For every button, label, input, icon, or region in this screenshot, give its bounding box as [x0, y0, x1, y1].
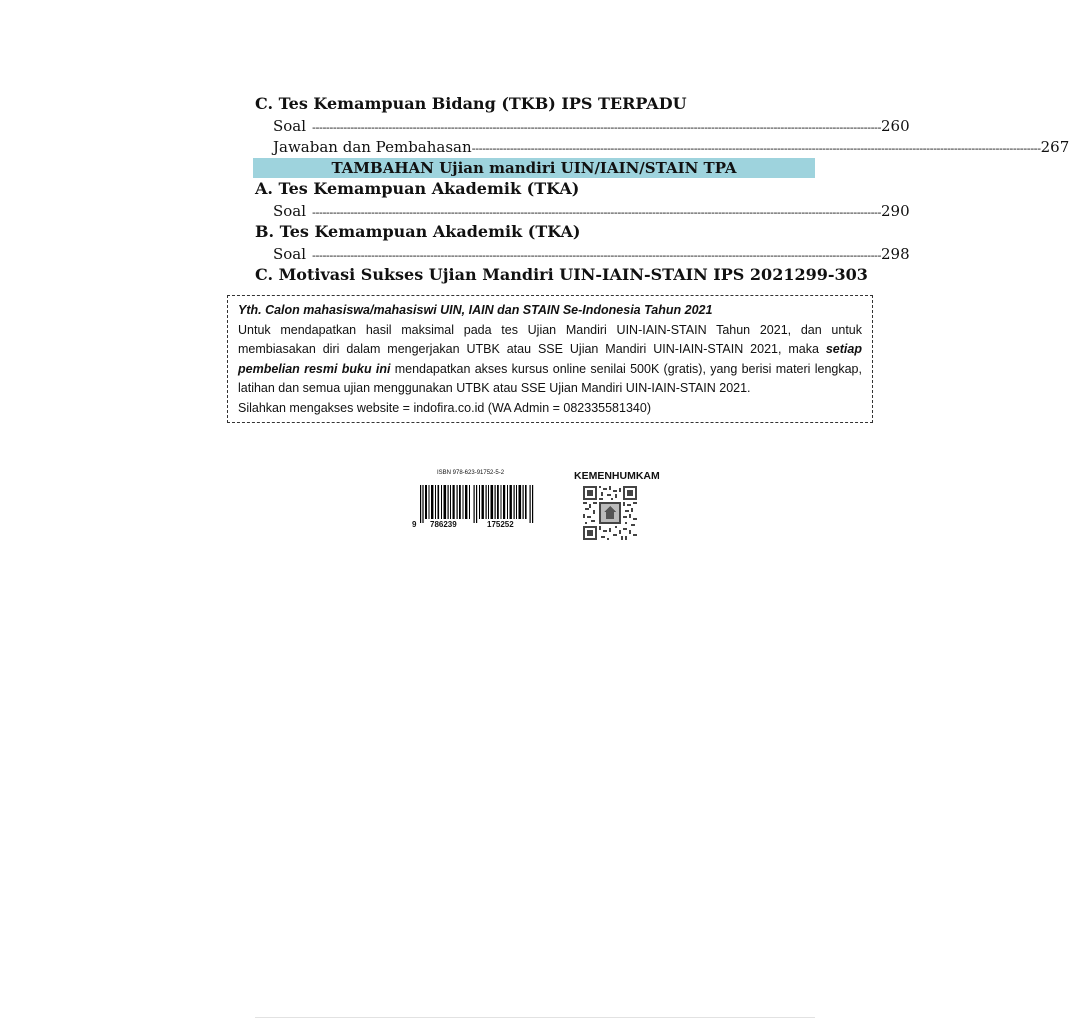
toc-entry-soal-tkb [273, 116, 910, 138]
toc-entry-motivasi [255, 265, 868, 287]
toc-heading-tka-b: B. Tes Kemampuan Akademik (TKA) [255, 222, 581, 241]
barcode-digit-lead: 9 [412, 520, 417, 529]
toc-entry-jawaban-tkb [273, 137, 1069, 159]
kemenhumkam-label: KEMENHUMKAM [574, 470, 660, 482]
isbn-caption: ISBN 978-623-91752-5-2 [437, 470, 505, 476]
barcode-digit-group-2: 175252 [487, 520, 514, 529]
dot-leader: -------------------------------------------------------------------------------------------------------------------------------------------------------------------- [471, 142, 1041, 155]
dot-leader: -------------------------------------------------------------------------------------------------------------------------------------------------------------------- [306, 249, 881, 262]
toc-heading-tkb-ips: C. Tes Kemampuan Bidang (TKB) IPS TERPADU [255, 94, 687, 113]
notice-box [227, 295, 873, 423]
toc-entry-label: Jawaban dan Pembahasan [273, 138, 472, 156]
barcode-digit-group-1: 786239 [430, 520, 457, 529]
isbn-barcode-icon [418, 485, 536, 523]
toc-entry-label: Soal [273, 202, 307, 220]
toc-entry-label: C. Motivasi Sukses Ujian Mandiri UIN-IAIN-STAIN IPS 2021 [255, 265, 795, 284]
toc-page-number: 267 [1040, 138, 1069, 156]
toc-heading-tka-a: A. Tes Kemampuan Akademik (TKA) [255, 179, 580, 198]
toc-entry-label: Soal [273, 117, 307, 135]
qr-code-icon [583, 486, 637, 540]
notice-body-text: mendapatkan akses kursus online senilai 500K (gratis), yang berisi materi lengkap, latihan dan semua ujian menggunakan UTBK atau SSE Ujian Mandiri UIN-IAIN-STAIN 2021. [238, 361, 862, 395]
toc-entry-soal-tka-a [273, 201, 910, 223]
toc-page-number: 298 [881, 245, 910, 263]
notice-body-emphasis: setiap pembelian resmi buku ini [238, 342, 862, 376]
notice-body-text: Untuk mendapatkan hasil maksimal pada tes Ujian Mandiri UIN-IAIN-STAIN Tahun 2021, dan untuk membiasakan diri dalam mengerjakan UTBK atau SSE Ujian Mandiri UIN-IAIN-STAIN 2021, maka [238, 322, 862, 356]
notice-website-line: Silahkan mengakses website = indofira.co.id (WA Admin = 082335581340) [238, 400, 651, 415]
toc-page-number: 299-303 [794, 265, 868, 284]
toc-entry-label: Soal [273, 245, 307, 263]
notice-title: Yth. Calon mahasiswa/mahasiswi UIN, IAIN dan STAIN Se-Indonesia Tahun 2021 [238, 303, 713, 317]
toc-page-number: 290 [881, 202, 910, 220]
toc-page-number: 260 [881, 117, 910, 135]
toc-entry-soal-tka-b [273, 244, 910, 266]
dot-leader: -------------------------------------------------------------------------------------------------------------------------------------------------------------------- [306, 206, 881, 219]
notice-body [238, 321, 862, 399]
dot-leader: -------------------------------------------------------------------------------------------------------------------------------------------------------------------- [306, 121, 881, 134]
footer-rule [255, 1017, 815, 1018]
section-band-tambahan: TAMBAHAN Ujian mandiri UIN/IAIN/STAIN TPA [253, 158, 815, 178]
